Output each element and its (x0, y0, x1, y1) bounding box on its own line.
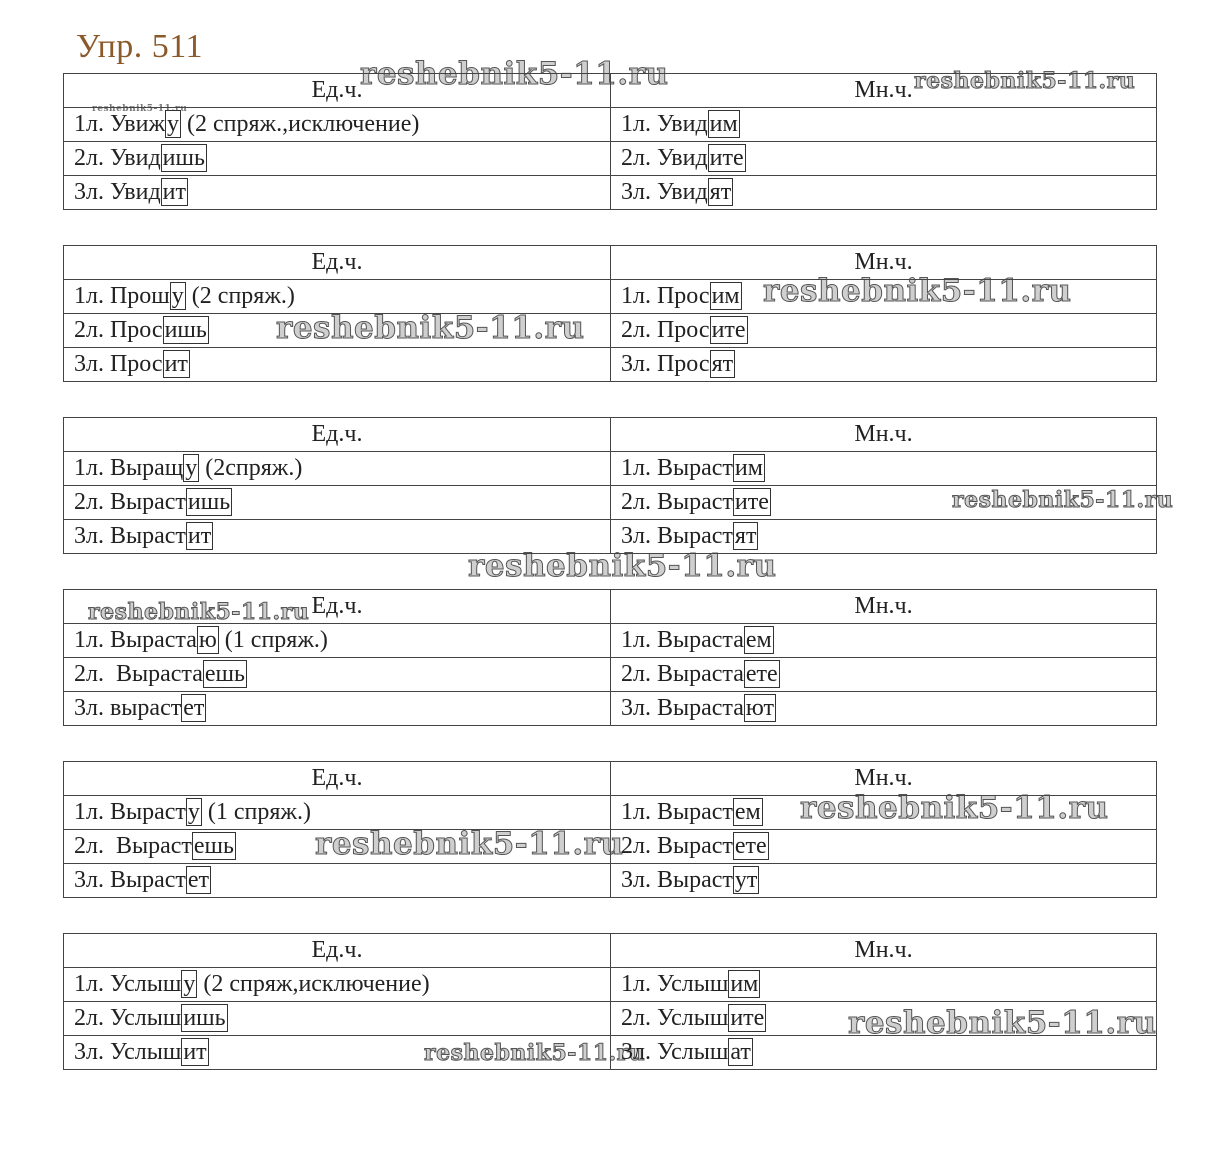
verb-stem: 1л. Услыш (621, 971, 729, 997)
verb-stem: 2л. Услыш (621, 1005, 729, 1031)
header-plural: Мн.ч. (611, 418, 1157, 452)
verb-stem: 1л. Выращ (74, 455, 184, 481)
verb-form-cell (64, 176, 611, 210)
watermark: reshebnik5-11.ru (848, 1005, 1157, 1041)
verb-ending: ют (745, 695, 774, 721)
verb-ending: ите (730, 1005, 765, 1031)
table-row (64, 348, 1157, 382)
verb-form-cell (611, 968, 1157, 1002)
verb-form-cell (611, 176, 1157, 210)
table-row (64, 796, 1157, 830)
verb-form-cell (64, 864, 611, 898)
verb-ending: ишь (187, 489, 231, 515)
table-row (64, 624, 1157, 658)
verb-stem: 2л. Прос (621, 317, 710, 343)
verb-ending: у (167, 111, 180, 137)
verb-form-cell (611, 624, 1157, 658)
verb-stem: 3л. Выраст (621, 523, 733, 549)
verb-form-cell (611, 1002, 1157, 1036)
table-row (64, 452, 1157, 486)
table-row (64, 280, 1157, 314)
verb-stem: 1л. Увид (621, 111, 708, 137)
verb-stem: 1л. Увиж (74, 111, 166, 137)
verb-form-cell (64, 314, 611, 348)
verb-stem: 2л. Увид (74, 145, 161, 171)
verb-ending: ешь (204, 661, 245, 687)
watermark: reshebnik5-11.ru (468, 548, 777, 584)
verb-ending: ите (734, 489, 769, 515)
verb-ending: ит (162, 179, 186, 205)
conjugation-table (63, 761, 1157, 898)
header-singular: Ед.ч. (64, 418, 611, 452)
verb-ending: ишь (164, 317, 207, 343)
conjugation-note: (2 спряж.) (185, 283, 295, 309)
verb-stem: 2л. Выраст (621, 833, 733, 859)
table-row (64, 968, 1157, 1002)
verb-form-cell (611, 520, 1157, 554)
verb-ending: им (734, 455, 763, 481)
watermark: reshebnik5-11.ru (914, 68, 1136, 94)
verb-stem: 2л. Прос (74, 317, 163, 343)
conjugation-note: (2 спряж.,исключение) (181, 111, 420, 137)
verb-stem: 1л. Прош (74, 283, 170, 309)
verb-ending: ем (745, 627, 772, 653)
verb-ending: ишь (162, 145, 205, 171)
verb-form-cell (64, 520, 611, 554)
verb-stem: 3л. Увид (621, 179, 708, 205)
watermark: reshebnik5-11.ru (315, 826, 624, 862)
verb-form-cell (64, 658, 611, 692)
table-row (64, 486, 1157, 520)
verb-ending: ат (730, 1039, 751, 1065)
verb-ending: ит (183, 1039, 207, 1065)
verb-stem: 3л. Выраст (621, 867, 733, 893)
verb-ending: ет (187, 867, 210, 893)
verb-form-cell (64, 692, 611, 726)
watermark: reshebnik5-11.ru (763, 273, 1072, 309)
verb-form-cell (64, 1002, 611, 1036)
header-plural: Мн.ч. (611, 590, 1157, 624)
header-singular: Ед.ч. (64, 762, 611, 796)
verb-ending: ете (734, 833, 767, 859)
table-row (64, 142, 1157, 176)
verb-form-cell (611, 692, 1157, 726)
verb-form-cell (611, 486, 1157, 520)
verb-ending: ет (183, 695, 205, 721)
conjugation-table (63, 73, 1157, 210)
table-row (64, 108, 1157, 142)
table-row (64, 520, 1157, 554)
verb-form-cell (611, 314, 1157, 348)
verb-form-cell (611, 452, 1157, 486)
verb-form-cell (64, 968, 611, 1002)
verb-ending: у (183, 971, 196, 997)
verb-ending: ете (745, 661, 778, 687)
verb-form-cell (64, 108, 611, 142)
verb-ending: ит (187, 523, 212, 549)
table-row (64, 176, 1157, 210)
verb-stem: 1л. Прос (621, 283, 710, 309)
verb-ending: у (187, 799, 200, 825)
verb-stem: 1л. Выраст (621, 455, 733, 481)
conjugation-table (63, 417, 1157, 554)
verb-ending: ят (709, 179, 732, 205)
verb-ending: ят (711, 351, 734, 377)
watermark: reshebnik5-11.ru (88, 599, 310, 625)
conjugation-table (63, 933, 1157, 1070)
verb-form-cell (64, 486, 611, 520)
verb-form-cell (64, 348, 611, 382)
verb-ending: ут (734, 867, 758, 893)
verb-form-cell (611, 864, 1157, 898)
verb-form-cell (611, 142, 1157, 176)
verb-stem: 1л. Выраста (621, 627, 744, 653)
verb-stem: 2л. Выраст (74, 489, 186, 515)
verb-form-cell (64, 830, 611, 864)
verb-stem: 3л. Прос (74, 351, 163, 377)
verb-form-cell (611, 796, 1157, 830)
table-row (64, 314, 1157, 348)
verb-form-cell (64, 624, 611, 658)
verb-form-cell (64, 280, 611, 314)
verb-stem: 2л. Выраст (74, 833, 192, 859)
header-plural: Мн.ч. (611, 74, 1157, 108)
verb-stem: 3л. выраст (74, 695, 182, 721)
verb-form-cell (64, 142, 611, 176)
verb-stem: 1л. Услыш (74, 971, 182, 997)
verb-stem: 3л. Увид (74, 179, 161, 205)
verb-ending: ят (734, 523, 757, 549)
table-row (64, 658, 1157, 692)
verb-stem: 3л. Услыш (74, 1039, 182, 1065)
verb-form-cell (611, 280, 1157, 314)
verb-stem: 3л. Выраст (74, 523, 186, 549)
verb-ending: у (171, 283, 184, 309)
watermark: reshebnik5-11.ru (276, 310, 585, 346)
watermark: reshebnik5-11.ru (92, 104, 188, 114)
verb-ending: ем (734, 799, 761, 825)
table-row (64, 864, 1157, 898)
verb-stem: 3л. Прос (621, 351, 710, 377)
table-row (64, 1002, 1157, 1036)
verb-stem: 3л. Выраст (74, 867, 186, 893)
verb-stem: 2л. Выраста (621, 661, 744, 687)
verb-ending: у (185, 455, 198, 481)
header-plural: Мн.ч. (611, 246, 1157, 280)
exercise-title: Упр. 511 (76, 28, 204, 65)
verb-form-cell (64, 796, 611, 830)
header-singular: Ед.ч. (64, 934, 611, 968)
verb-stem: 3л. Выраста (621, 695, 744, 721)
verb-stem: 2л. Выраст (621, 489, 733, 515)
conjugation-note: (2 спряж,исключение) (197, 971, 430, 997)
verb-form-cell (611, 348, 1157, 382)
verb-ending: ешь (193, 833, 234, 859)
verb-ending: ите (711, 317, 746, 343)
conjugation-note: (2спряж.) (199, 455, 303, 481)
header-singular: Ед.ч. (64, 246, 611, 280)
header-plural: Мн.ч. (611, 762, 1157, 796)
verb-stem: 2л. Увид (621, 145, 708, 171)
conjugation-note: (1 спряж.) (201, 799, 312, 825)
watermark: reshebnik5-11.ru (424, 1040, 646, 1066)
watermark: reshebnik5-11.ru (800, 790, 1109, 826)
verb-form-cell (64, 1036, 611, 1070)
verb-ending: им (711, 283, 740, 309)
verb-stem: 2л. Услыш (74, 1005, 182, 1031)
verb-stem: 1л. Выраста (74, 627, 197, 653)
verb-form-cell (611, 658, 1157, 692)
verb-ending: им (709, 111, 738, 137)
verb-ending: им (730, 971, 759, 997)
conjugation-table (63, 245, 1157, 382)
conjugation-table (63, 589, 1157, 726)
watermark: reshebnik5-11.ru (952, 487, 1174, 513)
header-plural: Мн.ч. (611, 934, 1157, 968)
verb-stem: 1л. Выраст (621, 799, 733, 825)
table-row (64, 830, 1157, 864)
conjugation-note: (1 спряж.) (218, 627, 328, 653)
verb-form-cell (611, 830, 1157, 864)
table-row (64, 1036, 1157, 1070)
verb-stem: 3л. Услыш (621, 1039, 729, 1065)
verb-form-cell (611, 1036, 1157, 1070)
table-row (64, 692, 1157, 726)
verb-form-cell (64, 452, 611, 486)
verb-stem: 2л. Выраста (74, 661, 203, 687)
verb-stem: 1л. Выраст (74, 799, 186, 825)
verb-ending: ишь (183, 1005, 226, 1031)
header-singular: Ед.ч. (64, 74, 611, 108)
verb-form-cell (611, 108, 1157, 142)
watermark: reshebnik5-11.ru (360, 56, 669, 92)
header-singular: Ед.ч. (64, 590, 611, 624)
verb-ending: ю (198, 627, 217, 653)
verb-ending: ите (709, 145, 744, 171)
verb-ending: ит (164, 351, 188, 377)
